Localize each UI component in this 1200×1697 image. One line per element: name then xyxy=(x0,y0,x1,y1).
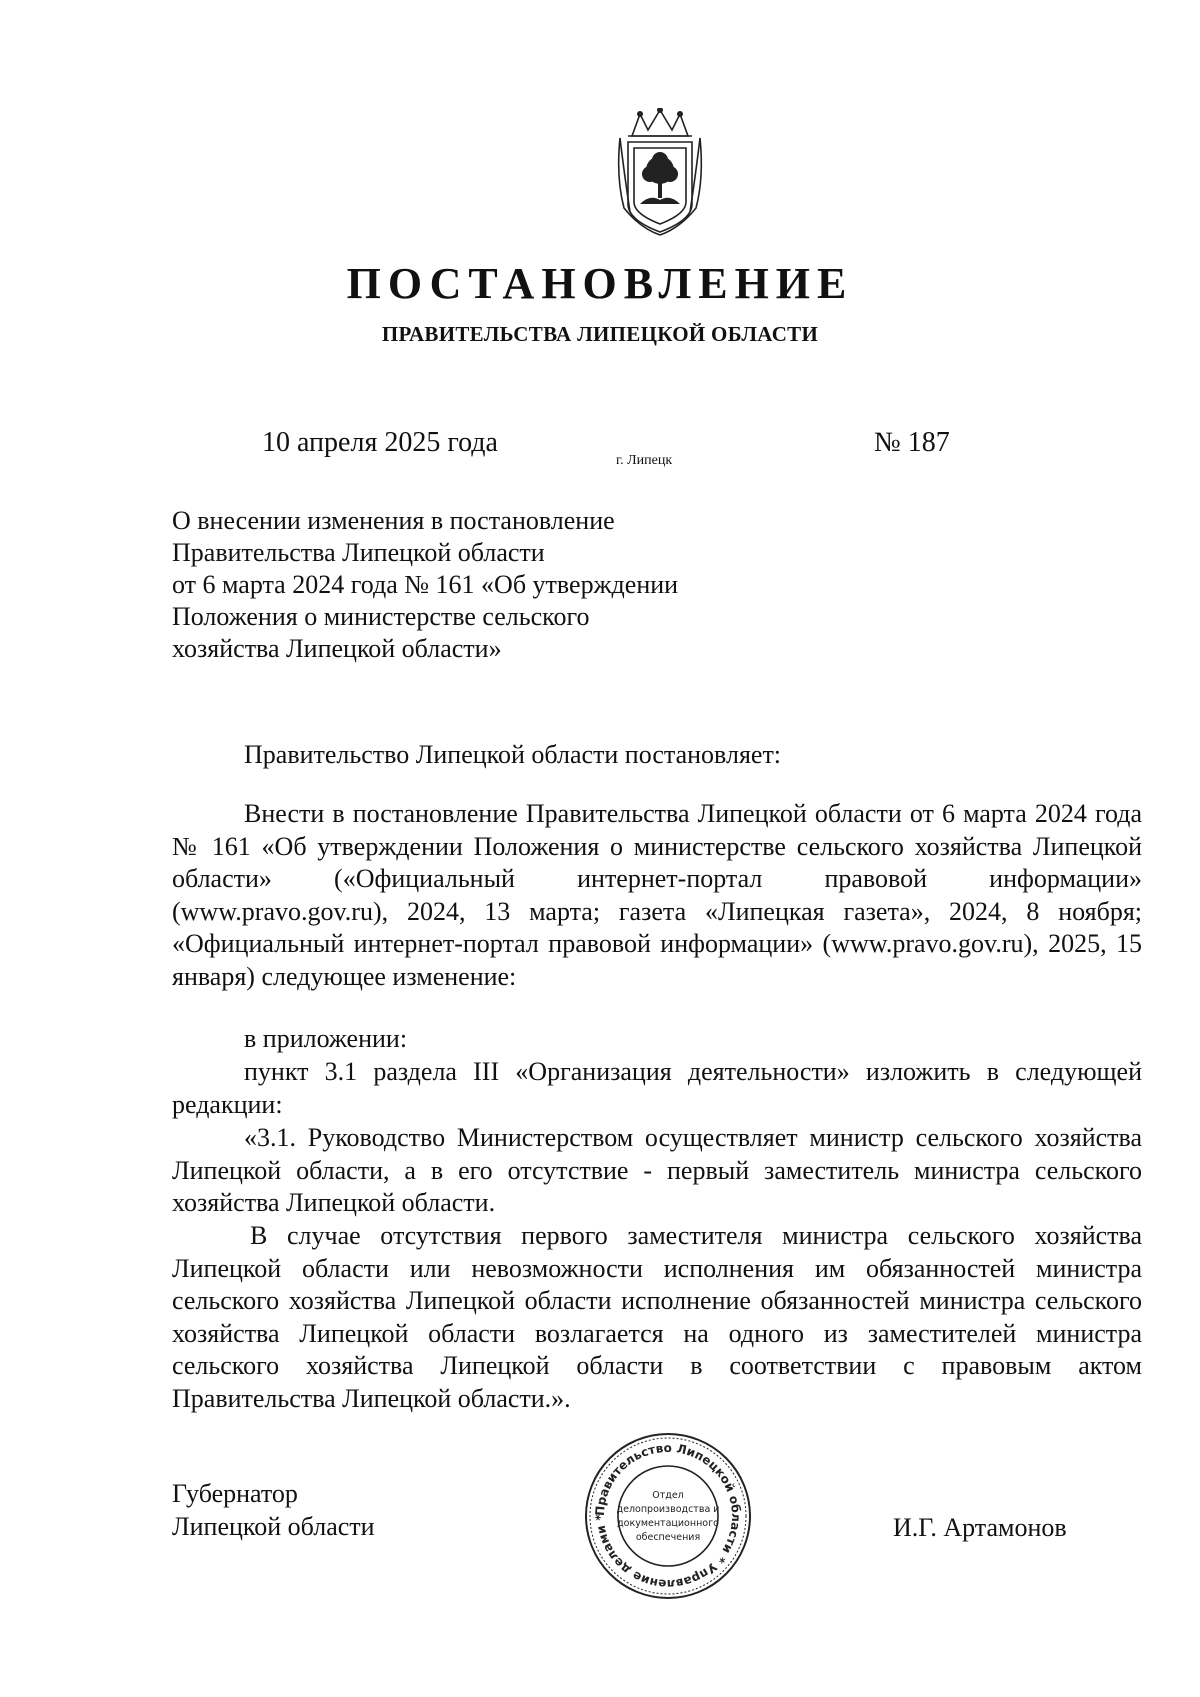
heading-line: Правительства Липецкой области xyxy=(172,538,545,567)
heading-line: О внесении изменения в постановление xyxy=(172,506,615,535)
paragraph-amendment: Внести в постановление Правительства Липецкой области от 6 марта 2024 года № 161 «Об утверждении Положения о министерстве сельского хозяйства Липецкой области» («Официальный интернет-портал правовой информации» (www.pravo.gov.ru), 2024, 13 марта; газета «Липецкая газета», 2024, 8 ноября; «Официальный интернет-портал правовой информации» (www.pravo.gov.ru), 2025, 15 января) следующее изменение: xyxy=(172,799,1142,991)
document-title: ПОСТАНОВЛЕНИЕ xyxy=(346,259,854,308)
signatory-position-line: Губернатор xyxy=(172,1479,298,1508)
document-heading xyxy=(172,505,772,665)
seal-outer-text: Правительство Липецкой области * Управление делами * xyxy=(592,1440,744,1592)
heading-line: Положения о министерстве сельского xyxy=(172,602,590,631)
seal-inner-line: обеспечения xyxy=(635,1532,701,1543)
seal-inner-line: делопроизводства и xyxy=(616,1504,720,1515)
document-subtitle: ПРАВИТЕЛЬСТВА ЛИПЕЦКОЙ ОБЛАСТИ xyxy=(381,322,819,346)
paragraph-intro: Правительство Липецкой области постановляет: xyxy=(244,740,782,769)
paragraph-point: пункт 3.1 раздела III «Организация деятельности» изложить в следующей редакции: xyxy=(172,1057,1142,1119)
document-date: 10 апреля 2025 года xyxy=(262,427,498,458)
official-seal-icon xyxy=(582,1430,754,1602)
heading-line: хозяйства Липецкой области» xyxy=(172,634,502,663)
svg-text:Правительство Липецкой области xyxy=(593,1441,743,1591)
seal-inner-line: документационного xyxy=(617,1518,719,1529)
coat-of-arms-icon xyxy=(610,108,710,236)
document-city: г. Липецк xyxy=(616,453,673,468)
document-number: № 187 xyxy=(874,427,950,458)
signatory-position xyxy=(172,1477,375,1543)
paragraph-quote-1: «3.1. Руководство Министерством осуществляет министр сельского хозяйства Липецкой области, а в его отсутствие - первый заместитель министра сельского хозяйства Липецкой области. xyxy=(172,1123,1142,1217)
heading-line: от 6 марта 2024 года № 161 «Об утверждении xyxy=(172,570,679,599)
signatory-position-line: Липецкой области xyxy=(172,1512,375,1541)
seal-inner-line: Отдел xyxy=(652,1490,684,1501)
paragraph-quote-2: В случае отсутствия первого заместителя министра сельского хозяйства Липецкой области или невозможности исполнения им обязанностей министра сельского хозяйства Липецкой области исполнение обязанностей министра сельского хозяйства Липецкой области возлагается на одного из заместителей министра сельского хозяйства Липецкой области в соответствии с правовым актом Правительства Липецкой области.». xyxy=(172,1221,1142,1413)
signatory-name: И.Г. Артамонов xyxy=(893,1513,1067,1542)
paragraph-appendix: в приложении: xyxy=(244,1024,408,1053)
